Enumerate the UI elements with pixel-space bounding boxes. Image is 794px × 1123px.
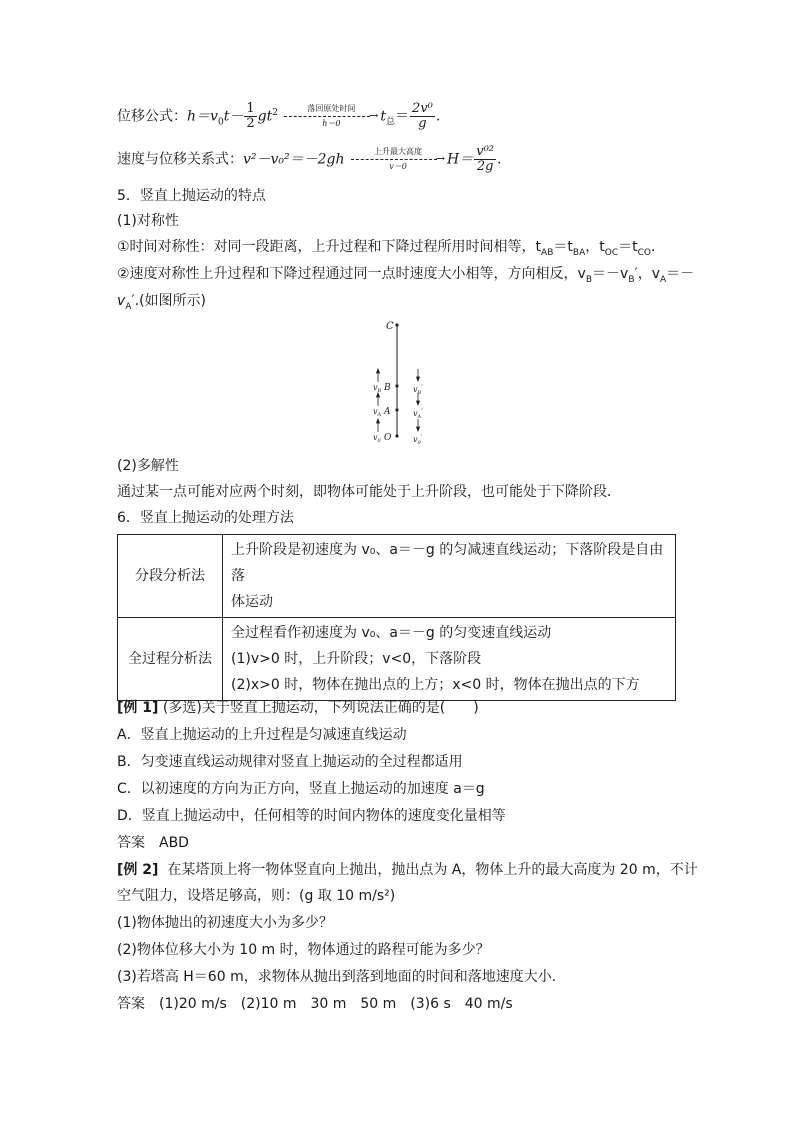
text-run: ，t: [585, 239, 605, 255]
label-c: C: [386, 321, 394, 332]
arrow-bottom-label: h＝0: [322, 118, 341, 128]
text-sub: B: [628, 274, 635, 285]
fraction-numerator: 1: [246, 101, 255, 116]
text-sub: BA: [572, 247, 586, 258]
label-b: B: [384, 383, 391, 393]
velocity-displacement-formula: [117, 145, 501, 175]
condition-arrow: [284, 104, 378, 130]
description-line: 体运动: [231, 594, 273, 610]
label-a: A: [384, 407, 391, 417]
formula-term: v: [210, 108, 218, 125]
description-line: 上升阶段是初速度为 v₀、a＝－g 的匀减速直线运动；下落阶段是自由落: [231, 542, 664, 584]
arrow-top-label: 上升最大高度: [374, 146, 422, 156]
up-arrow-icon: [377, 369, 380, 432]
table-row: [118, 618, 676, 701]
formula-lhs: h＝: [187, 108, 211, 125]
text-sub: OC: [604, 247, 619, 258]
text-sub: A: [125, 301, 132, 312]
result-fraction: [474, 145, 496, 174]
label-va: $v_A$: [373, 407, 382, 418]
method-description: [223, 618, 676, 701]
text-run: .: [650, 239, 656, 255]
symmetry-diagram: [360, 315, 440, 445]
label-va-prime: $v_A'$: [413, 408, 423, 420]
text-run: v: [117, 293, 126, 309]
label-o: O: [384, 433, 392, 443]
example-stem: (多选)关于竖直上抛运动，下列说法正确的是( ): [162, 700, 479, 716]
formula-sup: 2: [272, 107, 278, 118]
multi-solution-subheading: (2)多解性: [117, 458, 179, 474]
option-a: A．竖直上抛运动的上升过程是匀减速直线运动: [117, 727, 407, 743]
text-run: ′.(如图所示): [131, 293, 207, 309]
method-name: 分段分析法: [118, 535, 223, 618]
multi-solution-text: 通过某一点可能对应两个时刻，即物体可能处于上升阶段，也可能处于下降阶段．: [117, 484, 621, 500]
example-2-stem-cont: 空气阻力，设塔足够高，则：(g 取 10 m/s²): [117, 888, 396, 904]
arrow-shaft: [284, 116, 370, 117]
method-name: 全过程分析法: [118, 618, 223, 701]
text-run: ①时间对称性：对同一段距离，上升过程和下降过程所用时间相等，t: [117, 239, 542, 255]
result-eq: ＝: [395, 108, 410, 125]
description-line: (2)x>0 时，物体在抛出点的上方；x<0 时，物体在抛出点的下方: [231, 677, 640, 693]
formula-expr: v²－v₀²＝－2gh: [243, 151, 345, 168]
methods-table: [117, 534, 676, 701]
example-1-answer: 答案 ABD: [117, 835, 189, 851]
text-sub: CO: [637, 247, 651, 258]
example-2-stem: [117, 860, 698, 880]
text-sub: A: [659, 274, 667, 285]
method-description: [223, 535, 676, 618]
formula-term: t－: [223, 108, 244, 125]
text-sub: AB: [541, 247, 554, 258]
text-run: ′，v: [634, 266, 660, 282]
formula-tail: .: [497, 151, 502, 168]
arrow-shaft: [351, 159, 437, 160]
option-b: B．匀变速直线运动规律对竖直上抛运动的全过程都适用: [117, 754, 463, 770]
arrow-bottom-label: v＝0: [389, 161, 407, 171]
example-2-answer: 答案 (1)20 m/s (2)10 m 30 m 50 m (3)6 s 40 m/s: [117, 996, 513, 1012]
result-sub: 总: [386, 117, 396, 128]
arrow-head-icon: →: [369, 108, 379, 122]
condition-arrow: [351, 147, 445, 173]
arrow-head-icon: →: [435, 151, 445, 165]
result-var: H＝: [447, 151, 474, 168]
example-stem: 在某塔顶上将一物体竖直向上抛出，抛出点为 A，物体上升的最大高度为 20 m，不计: [167, 862, 698, 878]
point-c: [395, 323, 398, 326]
fraction-denominator: 2: [246, 116, 255, 131]
result-var: t: [380, 108, 387, 125]
point-a: [395, 408, 398, 411]
velocity-symmetry-text: [117, 264, 694, 290]
question-2: (2)物体位移大小为 10 m 时，物体通过的路程可能为多少？: [117, 942, 490, 958]
fraction-denominator: g: [418, 116, 427, 131]
fraction-numerator: 2v⁰: [412, 101, 433, 116]
time-symmetry-text: [117, 237, 655, 263]
fraction: [244, 102, 256, 131]
question-1: (1)物体抛出的初速度大小为多少？: [117, 915, 333, 931]
label-vb-prime: $v_B'$: [413, 384, 423, 396]
text-run: ＝t: [618, 239, 638, 255]
formula-tail: .: [435, 108, 441, 125]
text-run: ＝－: [666, 266, 695, 282]
option-d: D．竖直上抛运动中，任何相等的时间内物体的速度变化量相等: [117, 808, 506, 824]
label-v0-prime: $v_0'$: [413, 434, 423, 445]
example-1-stem: [117, 698, 479, 718]
point-o: [395, 434, 398, 437]
description-line: (1)v>0 时，上升阶段；v<0，下落阶段: [231, 651, 482, 667]
text-run: ②速度对称性上升过程和下降过程通过同一点时速度大小相等，方向相反，v: [117, 266, 586, 282]
question-3: (3)若塔高 H＝60 m，求物体从抛出到落到地面的时间和落地速度大小．: [117, 969, 566, 985]
formula-term: gt: [257, 108, 273, 125]
label-v0: $v_0$: [373, 433, 381, 444]
text-run: ＝－v: [592, 266, 629, 282]
velocity-symmetry-text-cont: [117, 291, 206, 317]
table-row: [118, 535, 676, 618]
displacement-formula: [117, 102, 440, 132]
label-vb: $v_B$: [373, 383, 382, 394]
fraction-denominator: 2g: [476, 159, 494, 174]
section-6-heading: 6．竖直上抛运动的处理方法: [117, 510, 294, 526]
result-fraction: [410, 102, 435, 131]
text-run: ＝t: [553, 239, 573, 255]
symmetry-subheading: (1)对称性: [117, 213, 179, 229]
formula-label: 速度与位移关系式：: [117, 151, 243, 168]
option-c: C．以初速度的方向为正方向，竖直上抛运动的加速度 a＝g: [117, 781, 485, 797]
formula-sub: 0: [217, 117, 224, 128]
example-tag: [例 1]: [117, 700, 159, 716]
example-tag: [例 2]: [117, 862, 159, 878]
arrow-top-label: 落回原处时间: [307, 103, 356, 113]
description-line: 全过程看作初速度为 v₀、a＝－g 的匀变速直线运动: [231, 625, 552, 641]
text-sub: B: [585, 274, 593, 285]
fraction-numerator: v⁰²: [476, 144, 494, 159]
down-arrow-icon: [417, 369, 420, 431]
point-b: [395, 384, 398, 387]
section-5-heading: 5．竖直上抛运动的特点: [117, 188, 266, 204]
formula-label: 位移公式：: [117, 108, 187, 125]
